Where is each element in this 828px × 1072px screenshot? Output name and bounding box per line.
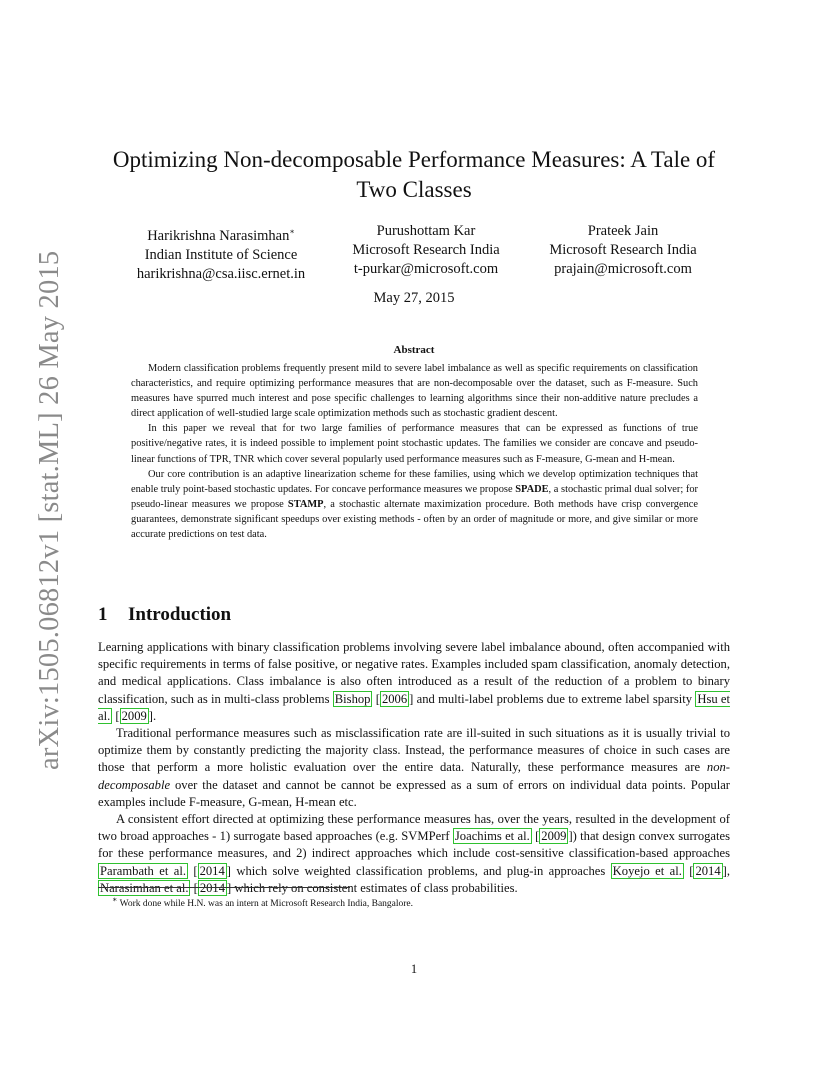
arxiv-stamp: arXiv:1505.06812v1 [stat.ML] 26 May 2015 bbox=[34, 250, 65, 770]
author-email: prajain@microsoft.com bbox=[554, 261, 692, 277]
text-run: , a stochastic alternate maximization procedure. Both methods have crisp convergence guarantees, demonstrate significant speedups over existing methods - often by an order of magnitude or more, and give similar or more accurate predictions on test data. bbox=[131, 498, 698, 541]
section-number: 1 bbox=[98, 604, 108, 625]
author-name: Prateek Jain bbox=[587, 223, 659, 239]
citation-year-link[interactable]: 2014 bbox=[199, 880, 226, 895]
citation-link-joachims[interactable]: Joachims et al. bbox=[454, 829, 530, 844]
author-affiliation: Microsoft Research India bbox=[549, 242, 697, 258]
text-run: , bbox=[726, 863, 730, 878]
author-name: Purushottam Kar bbox=[376, 223, 476, 239]
body-paragraph bbox=[98, 725, 730, 811]
text-run: over the dataset and cannot be cannot be expressed as a sum of errors on individual data points. Popular examples include F-measure, G-mean, H-mean etc. bbox=[98, 777, 730, 809]
text-run: Traditional performance measures such as misclassification rate are ill-suited in such situations as it is usually trivial to optimize them by constantly predicting the majority class. Instead, the performance measures of choice in such cases are those that perform a more holistic evaluation over the entire data. Naturally, these performance measures are bbox=[98, 726, 730, 775]
text-run: and multi-label problems due to extreme label sparsity bbox=[413, 691, 696, 706]
method-name-spade: SPADE bbox=[515, 483, 549, 495]
text-run: which rely on consistent estimates of class probabilities. bbox=[231, 880, 518, 895]
footnote-rule bbox=[98, 887, 350, 888]
text-run: which solve weighted classification problems, and plug-in approaches bbox=[230, 863, 611, 878]
text-run: . bbox=[152, 708, 157, 723]
author-name: Harikrishna Narasimhan bbox=[147, 227, 290, 244]
footnote-marker[interactable]: ∗ bbox=[289, 227, 295, 236]
citation-year-link[interactable]: 2009 bbox=[121, 708, 147, 723]
abstract bbox=[131, 361, 698, 542]
paper-title: Optimizing Non-decomposable Performance Measures: A Tale of Two Classes bbox=[112, 147, 716, 202]
body-paragraph: A consistent effort directed at optimizing these performance measures has, over the years, resulted in the development of two broad approaches - 1) surrogate based approaches (e.g. SVMPerf Joachims et al. [ 2009 ]) that design convex surrogates for these performance measures, and 2) indirect approaches which include cost-sensitive classification-based approaches Parambath et al. [ 2014 ] which solve weighted classification problems, and plug-in approaches Koyejo et al. [ 2014 ], Narasimhan et al. [ 2014 ] which rely on consistent estimates of class probabilities. bbox=[98, 812, 731, 895]
method-name-stamp: STAMP bbox=[287, 498, 324, 510]
paper-date: May 27, 2015 bbox=[373, 290, 455, 306]
text-run: Learning applications with binary classification problems involving severe label imbalance abound, often accompanied with specific requirements in terms of false positive, or negative rates. Examples included spam classification, anomaly detection, and medical applications. Class imbalance is also often introduced as a result of the reduction of a problem to binary classification, such as in multi-class problems bbox=[98, 640, 730, 706]
author-block-3 bbox=[518, 222, 728, 279]
citation-year-link[interactable]: 2014 bbox=[695, 863, 721, 878]
author-email: harikrishna@csa.iisc.ernet.in bbox=[136, 265, 306, 282]
abstract-paragraph: Modern classification problems frequently present mild to severe label imbalance as well as specific requirements on classification characteristics, and require optimizing performance measures that are non-decomposable over the dataset, such as F-measure. Such measures have spurred much interest and pose specific challenges to learning algorithms since their non-additive nature precludes a direct application of well-studied large scale optimization methods such as stochastic gradient descent. bbox=[131, 363, 698, 420]
author-email: t-purkar@microsoft.com bbox=[353, 261, 499, 277]
introduction-body bbox=[98, 639, 730, 897]
citation-link-koyejo[interactable]: Koyejo et al. bbox=[612, 863, 682, 878]
abstract-paragraph bbox=[131, 467, 698, 542]
text-run: Our core contribution is an adaptive linearization scheme for these families, using which we develop optimization techniques that enable truly point-based stochastic updates. For concave performance measures we propose bbox=[131, 468, 698, 495]
citation-link-parambath[interactable]: Parambath et al. bbox=[100, 863, 186, 878]
author-block-1 bbox=[112, 222, 330, 284]
text-run: , a stochastic primal dual solver; for pseudo-linear measures we propose bbox=[131, 483, 698, 510]
section-title: Introduction bbox=[128, 604, 232, 625]
citation-year-link[interactable]: 2006 bbox=[381, 691, 408, 706]
text-run: ) that design convex surrogates for these performance measures, and 2) indirect approaches which include cost-sensitive classification-based approaches bbox=[98, 829, 731, 861]
footnote bbox=[112, 893, 413, 911]
text-run: A consistent effort directed at optimizing these performance measures has, over the years, resulted in the development of two broad approaches - 1) surrogate based approaches (e.g. SVMPerf bbox=[98, 812, 730, 844]
section-heading bbox=[98, 604, 231, 626]
author-affiliation: Indian Institute of Science bbox=[144, 246, 298, 263]
citation-year-link[interactable]: 2014 bbox=[199, 863, 225, 878]
abstract-heading: Abstract bbox=[393, 344, 435, 356]
footnote-text: Work done while H.N. was an intern at Microsoft Research India, Bangalore. bbox=[117, 899, 414, 910]
citation-link-narasimhan[interactable]: Narasimhan et al. bbox=[100, 880, 189, 895]
page-number: 1 bbox=[410, 962, 418, 976]
emphasis: non-decomposable bbox=[98, 760, 730, 792]
author-affiliation: Microsoft Research India bbox=[352, 242, 500, 258]
body-paragraph: Learning applications with binary classification problems involving severe label imbalance abound, often accompanied with specific requirements in terms of false positive, or negative rates. Examples included spam classification, anomaly detection, and medical applications. Class imbalance is also often introduced as a result of the reduction of a problem to binary classification, such as in multi-class problems Bishop [ 2006 ] and multi-label problems due to extreme label sparsity Hsu et al. [ 2009 ]. bbox=[98, 640, 731, 723]
author-block-2 bbox=[322, 222, 530, 279]
abstract-paragraph: In this paper we reveal that for two large families of performance measures that can be expressed as functions of true positive/negative rates, it is indeed possible to implement point stochastic updates. The families we consider are concave and pseudo-linear functions of TPR, TNR which cover several popularly used performance measures such as F-measure, G-mean and H-mean. bbox=[131, 423, 698, 465]
footnote-mark: ∗ bbox=[112, 895, 118, 904]
citation-year-link[interactable]: 2009 bbox=[541, 829, 567, 844]
citation-link-bishop[interactable]: Bishop bbox=[334, 691, 371, 706]
citation-link-hsu[interactable]: Hsu et al. bbox=[98, 691, 731, 723]
